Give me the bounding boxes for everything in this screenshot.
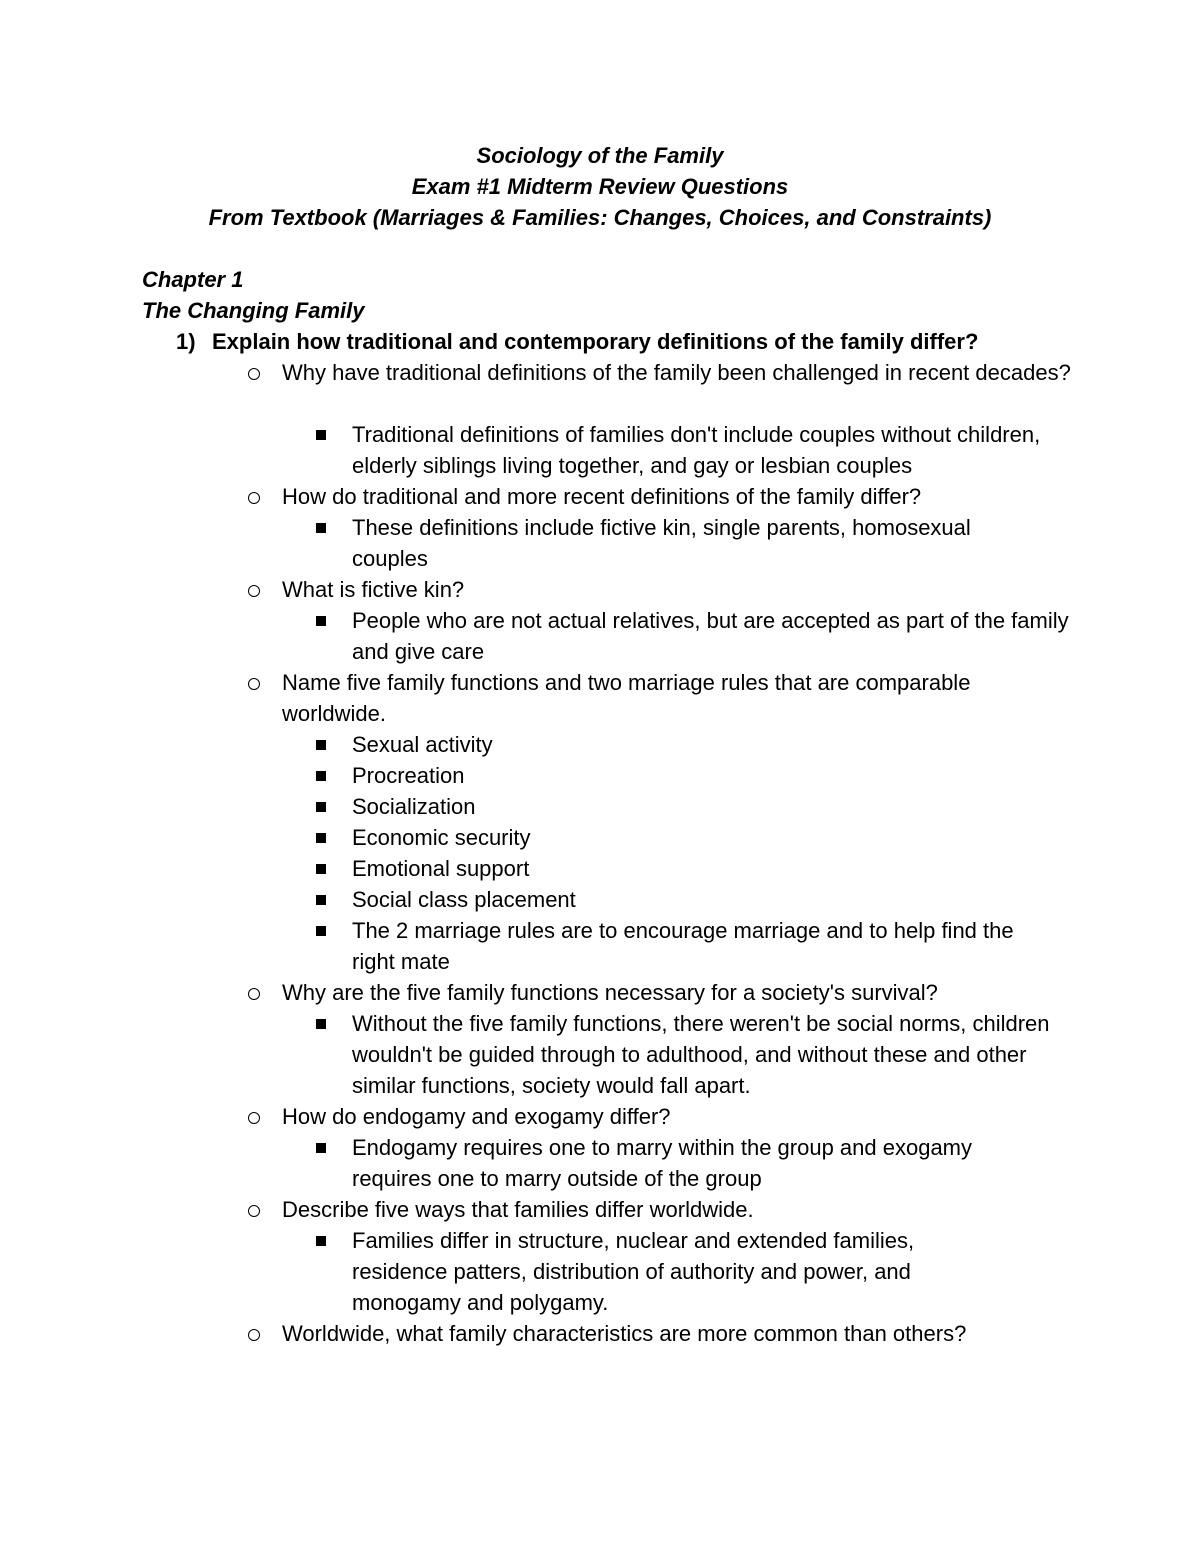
hollow-circle-bullet-icon: [248, 1112, 260, 1124]
list-item-text: Socialization: [352, 794, 476, 819]
document-source: From Textbook (Marriages & Families: Changes, Choices, and Constraints): [208, 205, 992, 230]
list-item-text: Why have traditional definitions of the family been challenged in recent decades?: [282, 360, 1071, 385]
question-number: 1): [176, 329, 196, 354]
square-bullet-icon: [316, 523, 326, 533]
list-item-text: Families differ in structure, nuclear and extended families, residence patters, distribution of authority and power, and monogamy and polygamy.: [352, 1228, 915, 1315]
hollow-circle-bullet-icon: [248, 1329, 260, 1341]
list-item-text: Sexual activity: [352, 732, 493, 757]
list-item-text: People who are not actual relatives, but are accepted as part of the family and give care: [352, 608, 1069, 664]
list-item-text: Emotional support: [352, 856, 530, 881]
list-item-text: Procreation: [352, 763, 465, 788]
list-item-text: How do traditional and more recent definitions of the family differ?: [282, 484, 922, 509]
square-bullet-icon: [316, 740, 326, 750]
list-item-text: Describe five ways that families differ worldwide.: [282, 1197, 754, 1222]
list-item-text: Traditional definitions of families don't include couples without children, elderly siblings living together, and gay or lesbian couples: [352, 422, 1041, 478]
question-1: [176, 326, 978, 357]
hollow-circle-bullet-icon: [248, 988, 260, 1000]
square-bullet-icon: [316, 833, 326, 843]
hollow-circle-bullet-icon: [248, 1205, 260, 1217]
question-text: Explain how traditional and contemporary definitions of the family differ?: [212, 329, 979, 354]
square-bullet-icon: [316, 1236, 326, 1246]
list-item-text: Name five family functions and two marriage rules that are comparable worldwide.: [282, 670, 971, 726]
square-bullet-icon: [316, 864, 326, 874]
hollow-circle-bullet-icon: [248, 678, 260, 690]
square-bullet-icon: [316, 895, 326, 905]
list-item-text: Worldwide, what family characteristics are more common than others?: [282, 1321, 967, 1346]
square-bullet-icon: [316, 771, 326, 781]
document-subtitle: Exam #1 Midterm Review Questions: [411, 174, 789, 199]
list-item-text: What is fictive kin?: [282, 577, 465, 602]
list-item-text: Endogamy requires one to marry within the group and exogamy requires one to marry outside of the group: [352, 1135, 973, 1191]
list-item-text: How do endogamy and exogamy differ?: [282, 1104, 671, 1129]
list-item-text: Social class placement: [352, 887, 576, 912]
square-bullet-icon: [316, 616, 326, 626]
document-title: Sociology of the Family: [476, 143, 724, 168]
hollow-circle-bullet-icon: [248, 585, 260, 597]
list-item-text: These definitions include fictive kin, single parents, homosexual couples: [352, 515, 971, 571]
square-bullet-icon: [316, 1143, 326, 1153]
square-bullet-icon: [316, 926, 326, 936]
square-bullet-icon: [316, 802, 326, 812]
square-bullet-icon: [316, 1019, 326, 1029]
square-bullet-icon: [316, 430, 326, 440]
hollow-circle-bullet-icon: [248, 368, 260, 380]
list-item-text: The 2 marriage rules are to encourage marriage and to help find the right mate: [352, 918, 1014, 974]
list-item-text: Economic security: [352, 825, 531, 850]
list-item-text: Why are the five family functions necessary for a society's survival?: [282, 980, 938, 1005]
list-item-text: Without the five family functions, there weren't be social norms, children wouldn't be guided through to adulthood, and without these and other similar functions, society would fall apart.: [352, 1011, 1050, 1098]
hollow-circle-bullet-icon: [248, 492, 260, 504]
chapter-label: Chapter 1: [142, 267, 244, 292]
chapter-name: The Changing Family: [142, 298, 365, 323]
